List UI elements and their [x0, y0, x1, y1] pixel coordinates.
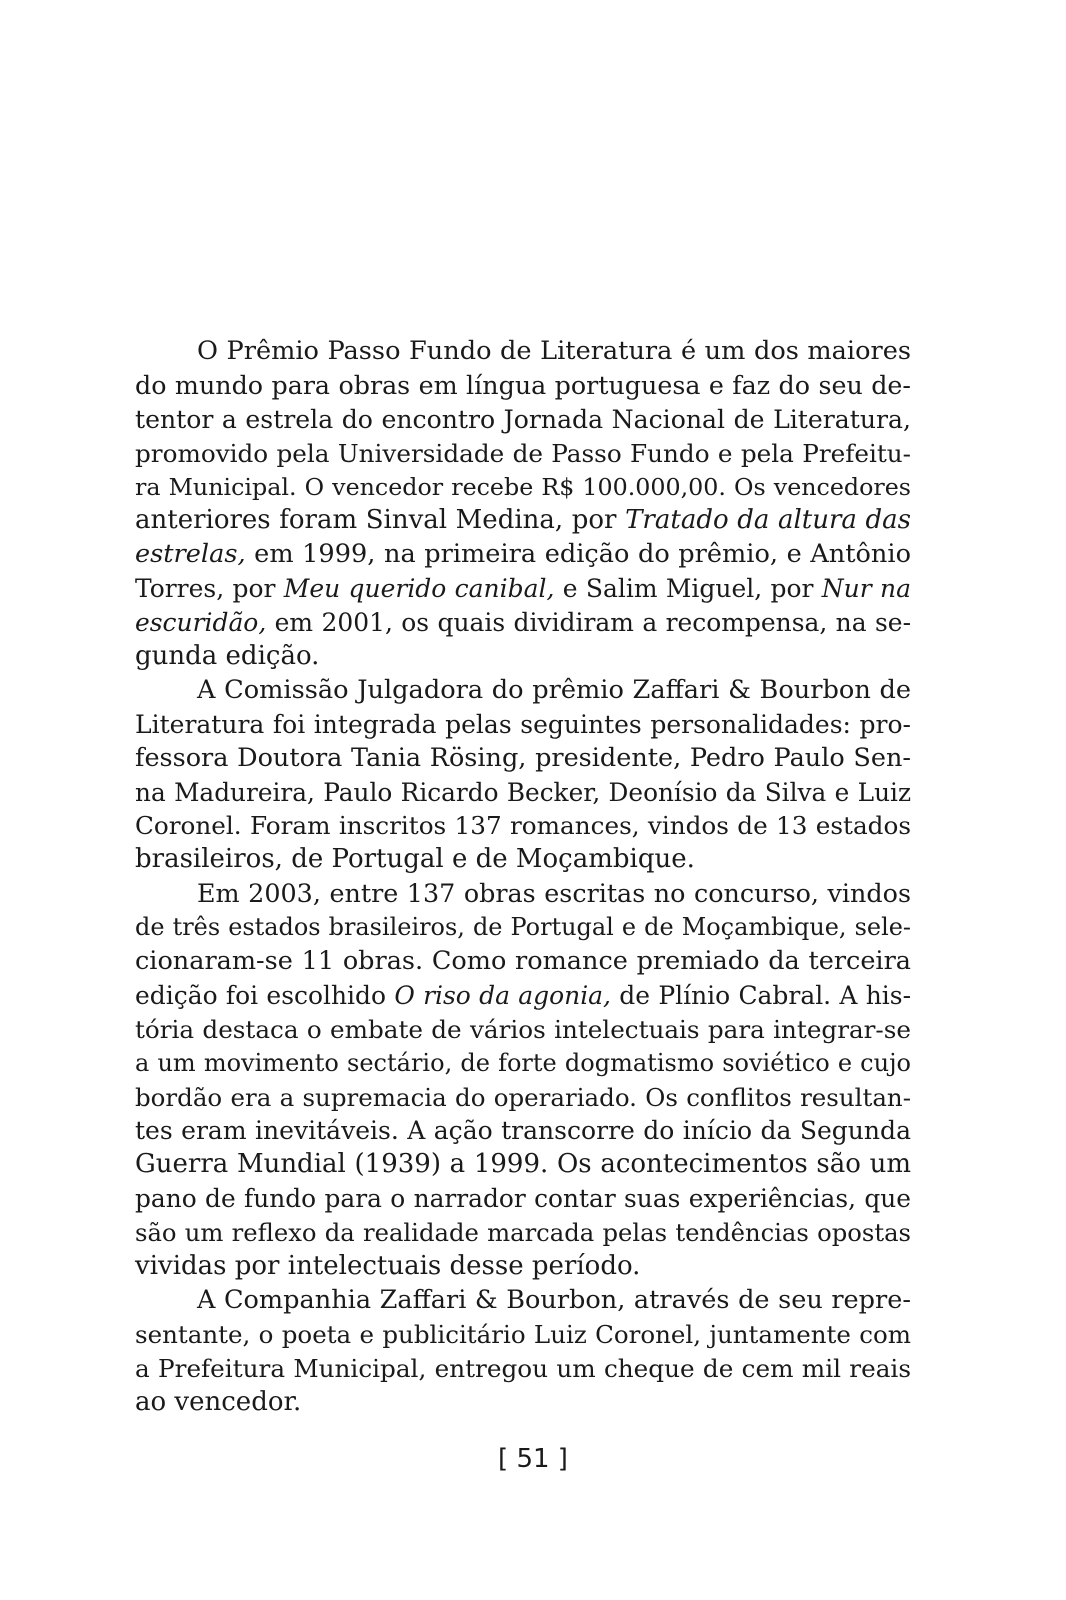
paragraph-2-line-4: na Madureira, Paulo Ricardo Becker, Deonísio da Silva e Luiz [135, 777, 911, 807]
paragraph-3-line-9: Guerra Mundial (1939) a 1999. Os acontecimentos são um [135, 1149, 911, 1180]
paragraph-1-line-5: ra Municipal. O vencedor recebe R$ 100.000,00. Os vencedores [135, 472, 911, 501]
paragraph-3-line-6: a um movimento sectário, de forte dogmatismo soviético e cujo [135, 1048, 911, 1077]
paragraph-1-line-10: gunda edição. [135, 641, 320, 672]
paragraph-1-line-3: tentor a estrela do encontro Jornada Nacional de Literatura, [135, 404, 911, 434]
paragraph-4-line-3: a Prefeitura Municipal, entregou um cheque de cem mil reais [135, 1353, 911, 1383]
book-title-meu-querido-canibal: Meu querido canibal, [283, 574, 555, 604]
book-title-estrelas: estrelas, [135, 539, 246, 570]
paragraph-3-line-4: edição foi escolhido O riso da agonia, de Plínio Cabral. A his- [135, 980, 912, 1010]
body-text [135, 335, 911, 1420]
paragraph-3-line-1: Em 2003, entre 137 obras escritas no concurso, vindos [197, 878, 911, 909]
paragraph-1-line-6: anteriores foram Sinval Medina, por Tratado da altura das [135, 505, 911, 536]
paragraph-1-line-8: Torres, por Meu querido canibal, e Salim Miguel, por Nur na [135, 574, 911, 604]
paragraph-3-line-10: pano de fundo para o narrador contar suas experiências, que [135, 1184, 911, 1214]
paragraph-1-line-9: escuridão, em 2001, os quais dividiram a recompensa, na se- [135, 608, 911, 638]
paragraph-2-line-3: fessora Doutora Tania Rösing, presidente, Pedro Paulo Sen- [135, 742, 911, 773]
paragraph-1-line-1: O Prêmio Passo Fundo de Literatura é um dos maiores [197, 336, 911, 366]
paragraph-1-line-2: do mundo para obras em língua portuguesa e faz do seu de- [135, 369, 911, 400]
paragraph-4-line-2: sentante, o poeta e publicitário Luiz Coronel, juntamente com [135, 1319, 911, 1349]
paragraph-2-line-2: Literatura foi integrada pelas seguintes personalidades: pro- [135, 709, 911, 739]
paragraph-4-line-1: A Companhia Zaffari & Bourbon, através de seu repre- [197, 1284, 911, 1315]
paragraph-1-line-7: estrelas, em 1999, na primeira edição do prêmio, e Antônio [135, 539, 911, 570]
paragraph-3-line-2: de três estados brasileiros, de Portugal e de Moçambique, sele- [135, 913, 911, 942]
page-number: [ 51 ] [498, 1444, 568, 1474]
paragraph-2-line-6: brasileiros, de Portugal e de Moçambique. [135, 844, 695, 875]
paragraph-2-line-1: A Comissão Julgadora do prêmio Zaffari & Bourbon de [197, 674, 911, 705]
paragraph-4-line-4: ao vencedor. [135, 1386, 302, 1417]
book-title-nur-na: Nur na [821, 574, 911, 604]
book-title-o-riso-da-agonia: O riso da agonia, [394, 980, 611, 1010]
paragraph-3-line-3: cionaram-se 11 obras. Como romance premiado da terceira [135, 946, 911, 977]
paragraph-3-line-7: bordão era a supremacia do operariado. Os conflitos resultan- [135, 1082, 911, 1112]
book-title-escuridao: escuridão, [135, 608, 267, 638]
paragraph-3-line-5: tória destaca o embate de vários intelectuais para integrar-se [135, 1014, 911, 1044]
book-title-tratado: Tratado da altura das [625, 505, 911, 536]
paragraph-2-line-5: Coronel. Foram inscritos 137 romances, vindos de 13 estados [135, 811, 911, 841]
paragraph-3-line-12: vividas por intelectuais desse período. [135, 1251, 641, 1282]
paragraph-3-line-8: tes eram inevitáveis. A ação transcorre do início da Segunda [135, 1116, 911, 1146]
paragraph-1-line-4: promovido pela Universidade de Passo Fundo e pela Prefeitu- [135, 438, 911, 468]
paragraph-3-line-11: são um reflexo da realidade marcada pelas tendências opostas [135, 1218, 911, 1248]
